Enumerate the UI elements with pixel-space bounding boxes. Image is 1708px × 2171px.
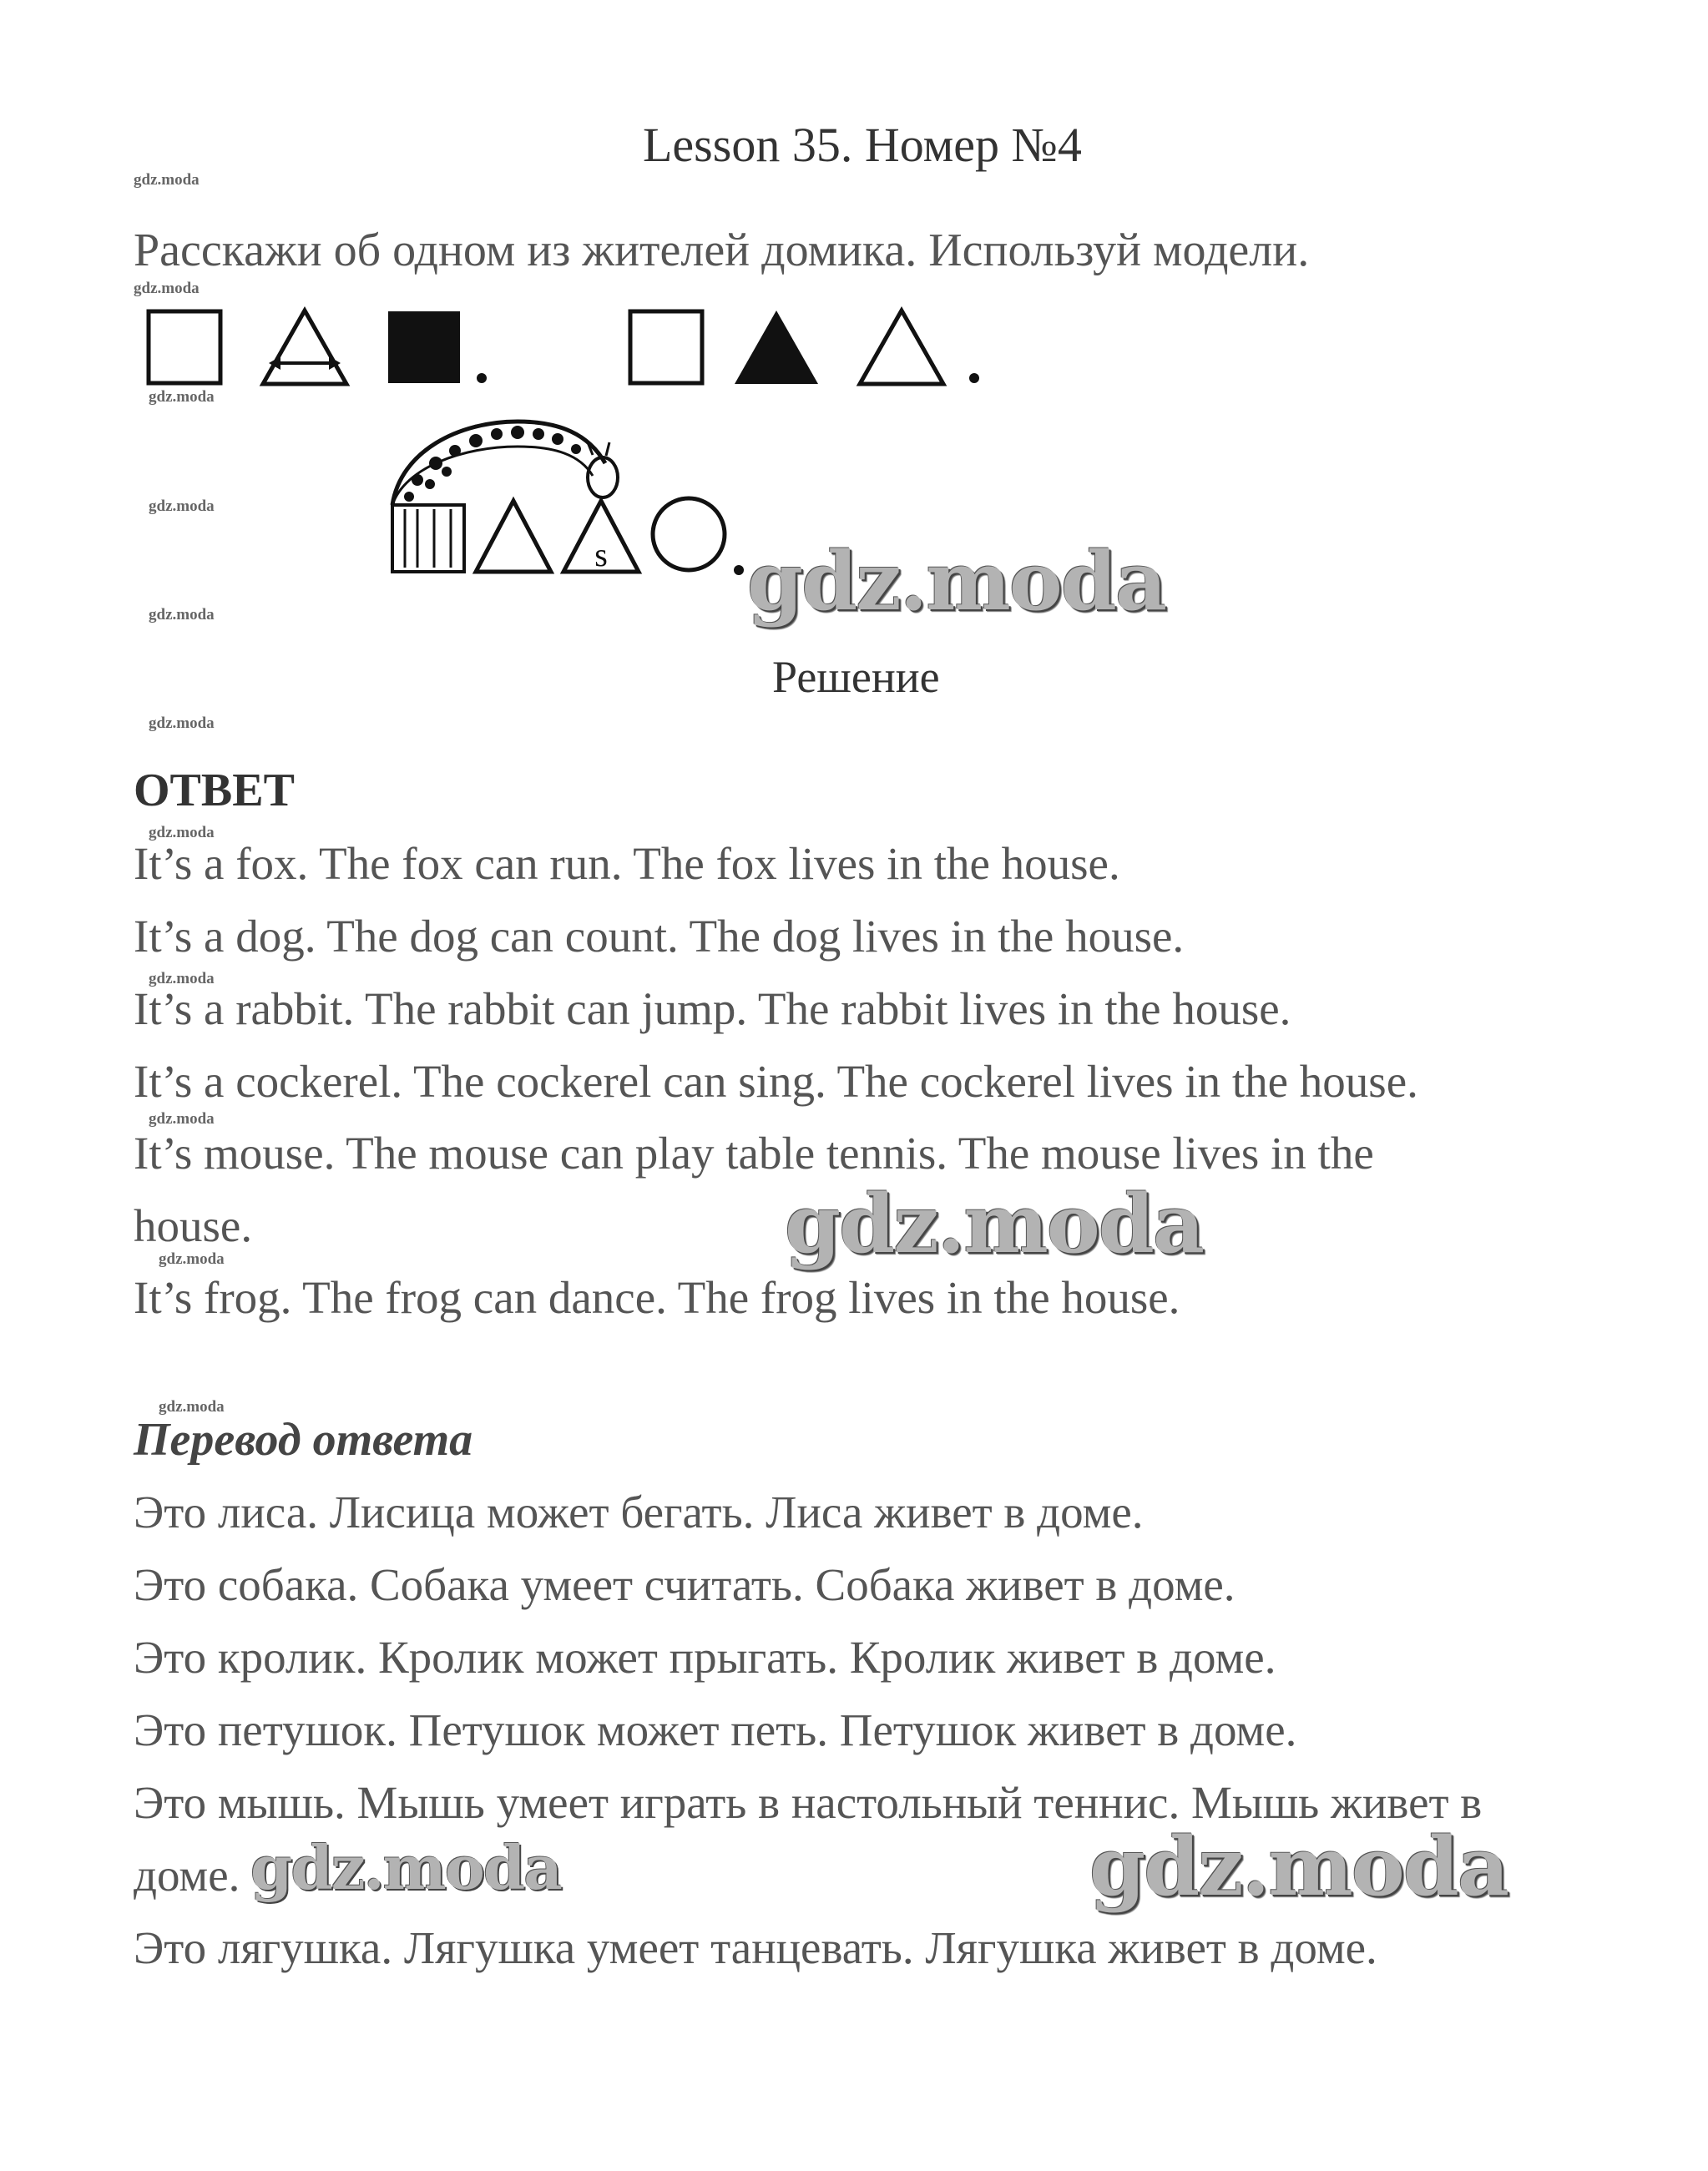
answer-line-5: It’s mouse. The mouse can play table tennis. The mouse lives in the [134, 1128, 1374, 1179]
watermark-small: gdz.moda [159, 1250, 225, 1268]
watermark-small: gdz.moda [134, 171, 200, 189]
square-filled-icon [388, 311, 460, 383]
triangle-arrow-icon [263, 311, 346, 384]
answer-line-2: It’s a dog. The dog can count. The dog lives in the house. [134, 911, 1185, 962]
model-row-2 [384, 417, 751, 576]
watermark-medium: gdz.moda [250, 1832, 561, 1903]
answer-line-7: It’s frog. The frog can dance. The frog lives in the house. [134, 1272, 1180, 1323]
dot [969, 373, 979, 383]
watermark-small: gdz.moda [134, 280, 200, 297]
answer-heading: ОТВЕТ [134, 765, 295, 816]
watermark-small: gdz.moda [149, 606, 215, 624]
watermark-small: gdz.moda [149, 388, 215, 406]
dot [477, 373, 487, 383]
translation-line-1: Это лиса. Лисица может бегать. Лиса живет в доме. [134, 1487, 1144, 1537]
triangle-outline-icon [476, 501, 551, 572]
watermark-small: gdz.moda [149, 497, 215, 515]
answer-line-3: It’s a rabbit. The rabbit can jump. The rabbit lives in the house. [134, 983, 1291, 1034]
answer-line-4: It’s a cockerel. The cockerel can sing. The cockerel lives in the house. [134, 1056, 1418, 1107]
giraffe-picture [392, 422, 618, 572]
model-row-1 [142, 296, 1010, 388]
watermark-small: gdz.moda [149, 824, 215, 841]
translation-line-2: Это собака. Собака умеет считать. Собака живет в доме. [134, 1559, 1236, 1610]
translation-line-3: Это кролик. Кролик может прыгать. Кролик живет в доме. [134, 1632, 1276, 1683]
solution-label: Решение [772, 652, 940, 702]
dot [734, 565, 744, 575]
translation-line-5: Это мышь. Мышь умеет играть в настольный теннис. Мышь живет в [134, 1777, 1483, 1828]
translation-line-4: Это петушок. Петушок может петь. Петушок живет в доме. [134, 1704, 1297, 1755]
translation-line-6: доме. [134, 1850, 240, 1901]
watermark-large: gdz.moda [1089, 1820, 1508, 1914]
translation-line-7: Это лягушка. Лягушка умеет танцевать. Лягушка живет в доме. [134, 1922, 1377, 1973]
watermark-small: gdz.moda [159, 1398, 225, 1416]
translation-heading: Перевод ответа [134, 1414, 473, 1466]
task-instruction: Расскажи об одном из жителей домика. Используй модели. [134, 225, 1310, 276]
watermark-large: gdz.moda [785, 1177, 1204, 1271]
s-letter: s [594, 536, 608, 573]
watermark-small: gdz.moda [149, 1110, 215, 1128]
watermark-large: gdz.moda [747, 534, 1166, 629]
square-outline-icon [630, 311, 702, 383]
triangle-s-icon [563, 501, 639, 573]
circle-outline-icon [653, 498, 725, 570]
page-title: Lesson 35. Номер №4 [643, 118, 1082, 172]
triangle-outline-icon [860, 311, 943, 384]
square-outline-icon [149, 311, 220, 383]
watermark-small: gdz.moda [149, 714, 215, 732]
answer-line-6: house. [134, 1200, 253, 1251]
watermark-small: gdz.moda [149, 970, 215, 987]
answer-line-1: It’s a fox. The fox can run. The fox lives in the house. [134, 838, 1120, 889]
triangle-filled-icon [735, 311, 818, 384]
